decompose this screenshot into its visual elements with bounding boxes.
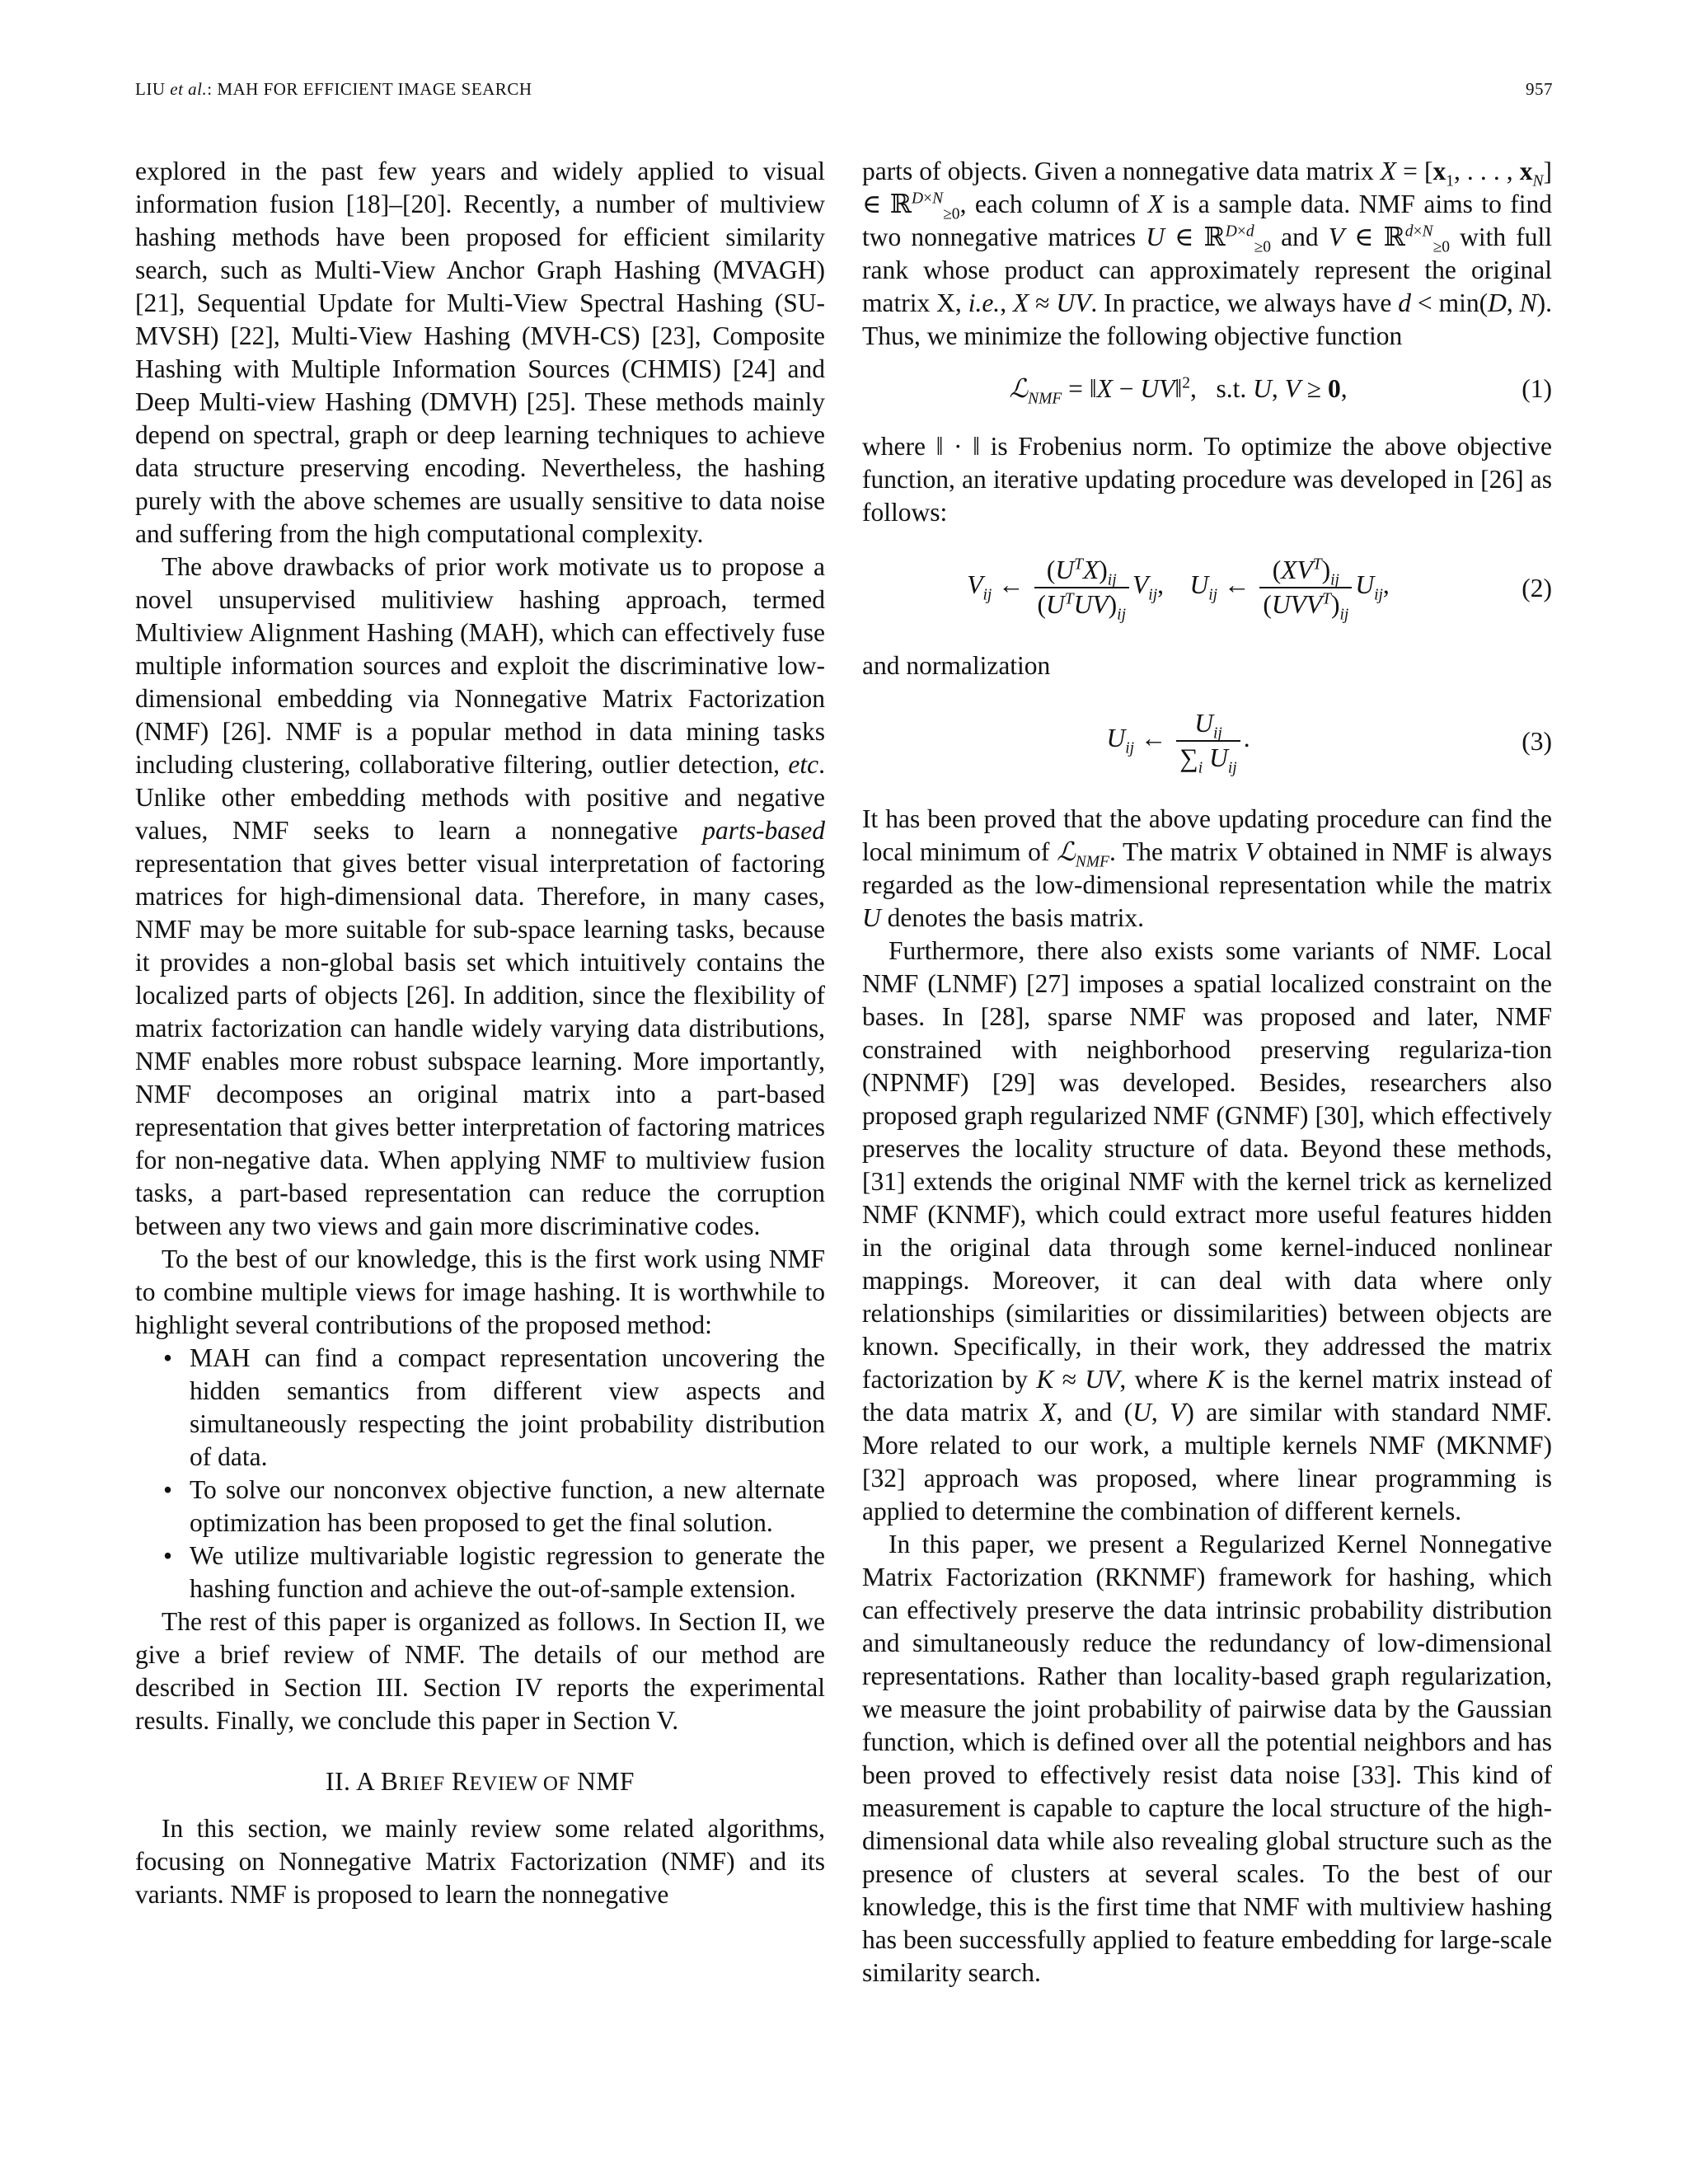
list-item: • To solve our nonconvex objective function, a new alternate optimization has been proposed to get the final solution. — [163, 1475, 825, 1537]
paragraph: explored in the past few years and widely applied to visual information fusion [18]–[20]. Recently, a number of multiview hashing methods have been proposed for efficient similarity search, such as Multi-View Anchor Graph Hashing (MVAGH) [21], Sequential Update for Multi-View Spectral Hashing (SU-MVSH) [22], Multi-View Hashing (MVH-CS) [23], Composite Hashing with Multiple Information Sources (CHMIS) [24] and Deep Multi-view Hashing (DMVH) [25]. These methods mainly depend on spectral, graph or deep learning techniques to achieve data structure preserving encoding. Nevertheless, the hashing purely with the above schemes are usually sensitive to data noise and suffering from the high computational complexity. — [135, 157, 825, 548]
paragraph: Furthermore, there also exists some variants of NMF. Local NMF (LNMF) [27] imposes a spatial localized constraint on the bases. In [28], sparse NMF was proposed and later, NMF constrained with neighborhood preserving regulariza-tion (NPNMF) [29] was developed. Besides, researchers also proposed graph regularized NMF (GNMF) [30], which effectively preserves the locality structure of data. Beyond these methods, [31] extends the original NMF with the kernel trick as kernelized NMF (KNMF), which could extract more useful features hidden in the original data through some kernel-induced nonlinear mappings. Moreover, it can deal with data where only relationships (similarities or dissimilarities) between objects are known. Specifically, in their work, they addressed the matrix factorization by K ≈ UV, where K is the kernel matrix instead of the data matrix X, and (U, V) are similar with standard NMF. More related to our work, a multiple kernels NMF (MKNMF) [32] approach was proposed, where linear programming is applied to determine the combination of different kernels. — [862, 936, 1552, 1526]
equation-1: ℒ$_{NMF}$ = ‖X − UV‖$^2$, s.t. U, V ≥ 0, (1) — [1009, 374, 1552, 408]
equation-3: $U_{ij}$ ← $\frac{U_{ij}}{\sum_i U_{ij}}$ . (3) — [1106, 709, 1552, 777]
paragraph: It has been proved that the above updating procedure can find the local minimum of ℒ$_{NMF}$. The matrix V obtained in NMF is always regarded as the low-dimensional representation while the matrix U denotes the basis matrix. — [862, 804, 1552, 932]
paragraph: The above drawbacks of prior work motivate us to propose a novel unsupervised mulitiview hashing approach, termed Multiview Alignment Hashing (MAH), which can effectively fuse multiple information sources and exploit the discriminative low-dimensional embedding via Nonnegative Matrix Factorization (NMF) [26]. NMF is a popular method in data mining tasks including clustering, collaborative filtering, outlier detection, etc. Unlike other embedding methods with positive and negative values, NMF seeks to learn a nonnegative parts-based representation that gives better visual interpretation of factoring matrices for high-dimensional data. Therefore, in many cases, NMF may be more suitable for sub-space learning tasks, because it provides a non-global basis set which intuitively contains the localized parts of objects [26]. In addition, since the flexibility of matrix factorization can handle widely varying data distributions, NMF enables more robust subspace learning. More importantly, NMF decomposes an original matrix into a part-based representation that gives better interpretation of factoring matrices for non-negative data. When applying NMF to multiview fusion tasks, a part-based representation can reduce the corruption between any two views and gain more discriminative codes. — [135, 552, 825, 1240]
paragraph: parts of objects. Given a nonnegative data matrix $X = [x_1$, . . . , $x_N$] ∈ ℝ$^{D\times N}_{\ge 0}$, each column of X is a sample data. NMF aims to find two nonnegative matrices U ∈ ℝ$^{D\times d}_{\ge 0}$ and V ∈ ℝ$^{d\times N}_{\ge 0}$ with full rank whose product can approximately represent the original matrix X, i.e., X ≈ UV. In practice, we always have d < min(D, N). Thus, we minimize the following objective function — [862, 157, 1553, 350]
paragraph: In this paper, we present a Regularized Kernel Nonnegative Matrix Factorization (RKNMF) framework for hashing, which can effectively preserve the data intrinsic probability distribution and simultaneously reduce the redundancy of low-dimensional representations. Rather than locality-based graph regularization, we measure the joint probability of pairwise data by the Gaussian function, which is defined over all the potential neighbors and has been proved to effectively resist data noise [33]. This kind of measurement is capable to capture the local structure of the high-dimensional data while also revealing global structure such as the presence of clusters at several scales. To the best of our knowledge, this is the first time that NMF with multiview hashing has been successfully applied to feature embedding for large-scale similarity search. — [862, 1530, 1552, 1987]
list-item: • MAH can find a compact representation uncovering the hidden semantics from different view aspects and simultaneously respecting the joint probability distribution of data. — [163, 1343, 825, 1471]
paragraph: To the best of our knowledge, this is the first work using NMF to combine multiple views for image hashing. It is worthwhile to highlight several contributions of the proposed method: — [135, 1244, 825, 1339]
running-title: LIU et al.: MAH FOR EFFICIENT IMAGE SEARCH — [135, 79, 532, 99]
paragraph: and normalization — [862, 651, 1051, 680]
paragraph: In this section, we mainly review some related algorithms, focusing on Nonnegative Matrix Factorization (NMF) and its variants. NMF is proposed to learn the nonnegative — [135, 1814, 825, 1909]
equation-number: (3) — [1522, 727, 1552, 756]
left-column — [135, 155, 825, 1911]
paragraph: where ‖ · ‖ is Frobenius norm. To optimize the above objective function, an iterative updating procedure was developed in [26] as follows: — [862, 432, 1552, 527]
section-heading: II. A BRIEF REVIEW OF NMF — [326, 1767, 635, 1796]
equation-number: (2) — [1522, 574, 1552, 602]
list-item: • We utilize multivariable logistic regression to generate the hashing function and achieve the out-of-sample extension. — [163, 1541, 825, 1603]
right-column — [862, 155, 1552, 1990]
equation-2: $V_{ij}$ ← $\frac{(U^TX)_{ij}}{(U^TUV)_{ij}}$ $V_{ij}$, $U_{ij}$ ← $\frac{(XV^T)_{ij}}{(UVV^T)_{ij}}$ $U_{ij}$, (2) — [967, 555, 1552, 624]
running-header — [135, 79, 1553, 112]
page-number: 957 — [1526, 79, 1553, 99]
contribution-list — [135, 1342, 825, 1605]
paragraph: The rest of this paper is organized as follows. In Section II, we give a brief review of NMF. The details of our method are described in Section III. Section IV reports the experimental results. Finally, we conclude this paper in Section V. — [135, 1607, 825, 1735]
equation-number: (1) — [1522, 374, 1552, 403]
